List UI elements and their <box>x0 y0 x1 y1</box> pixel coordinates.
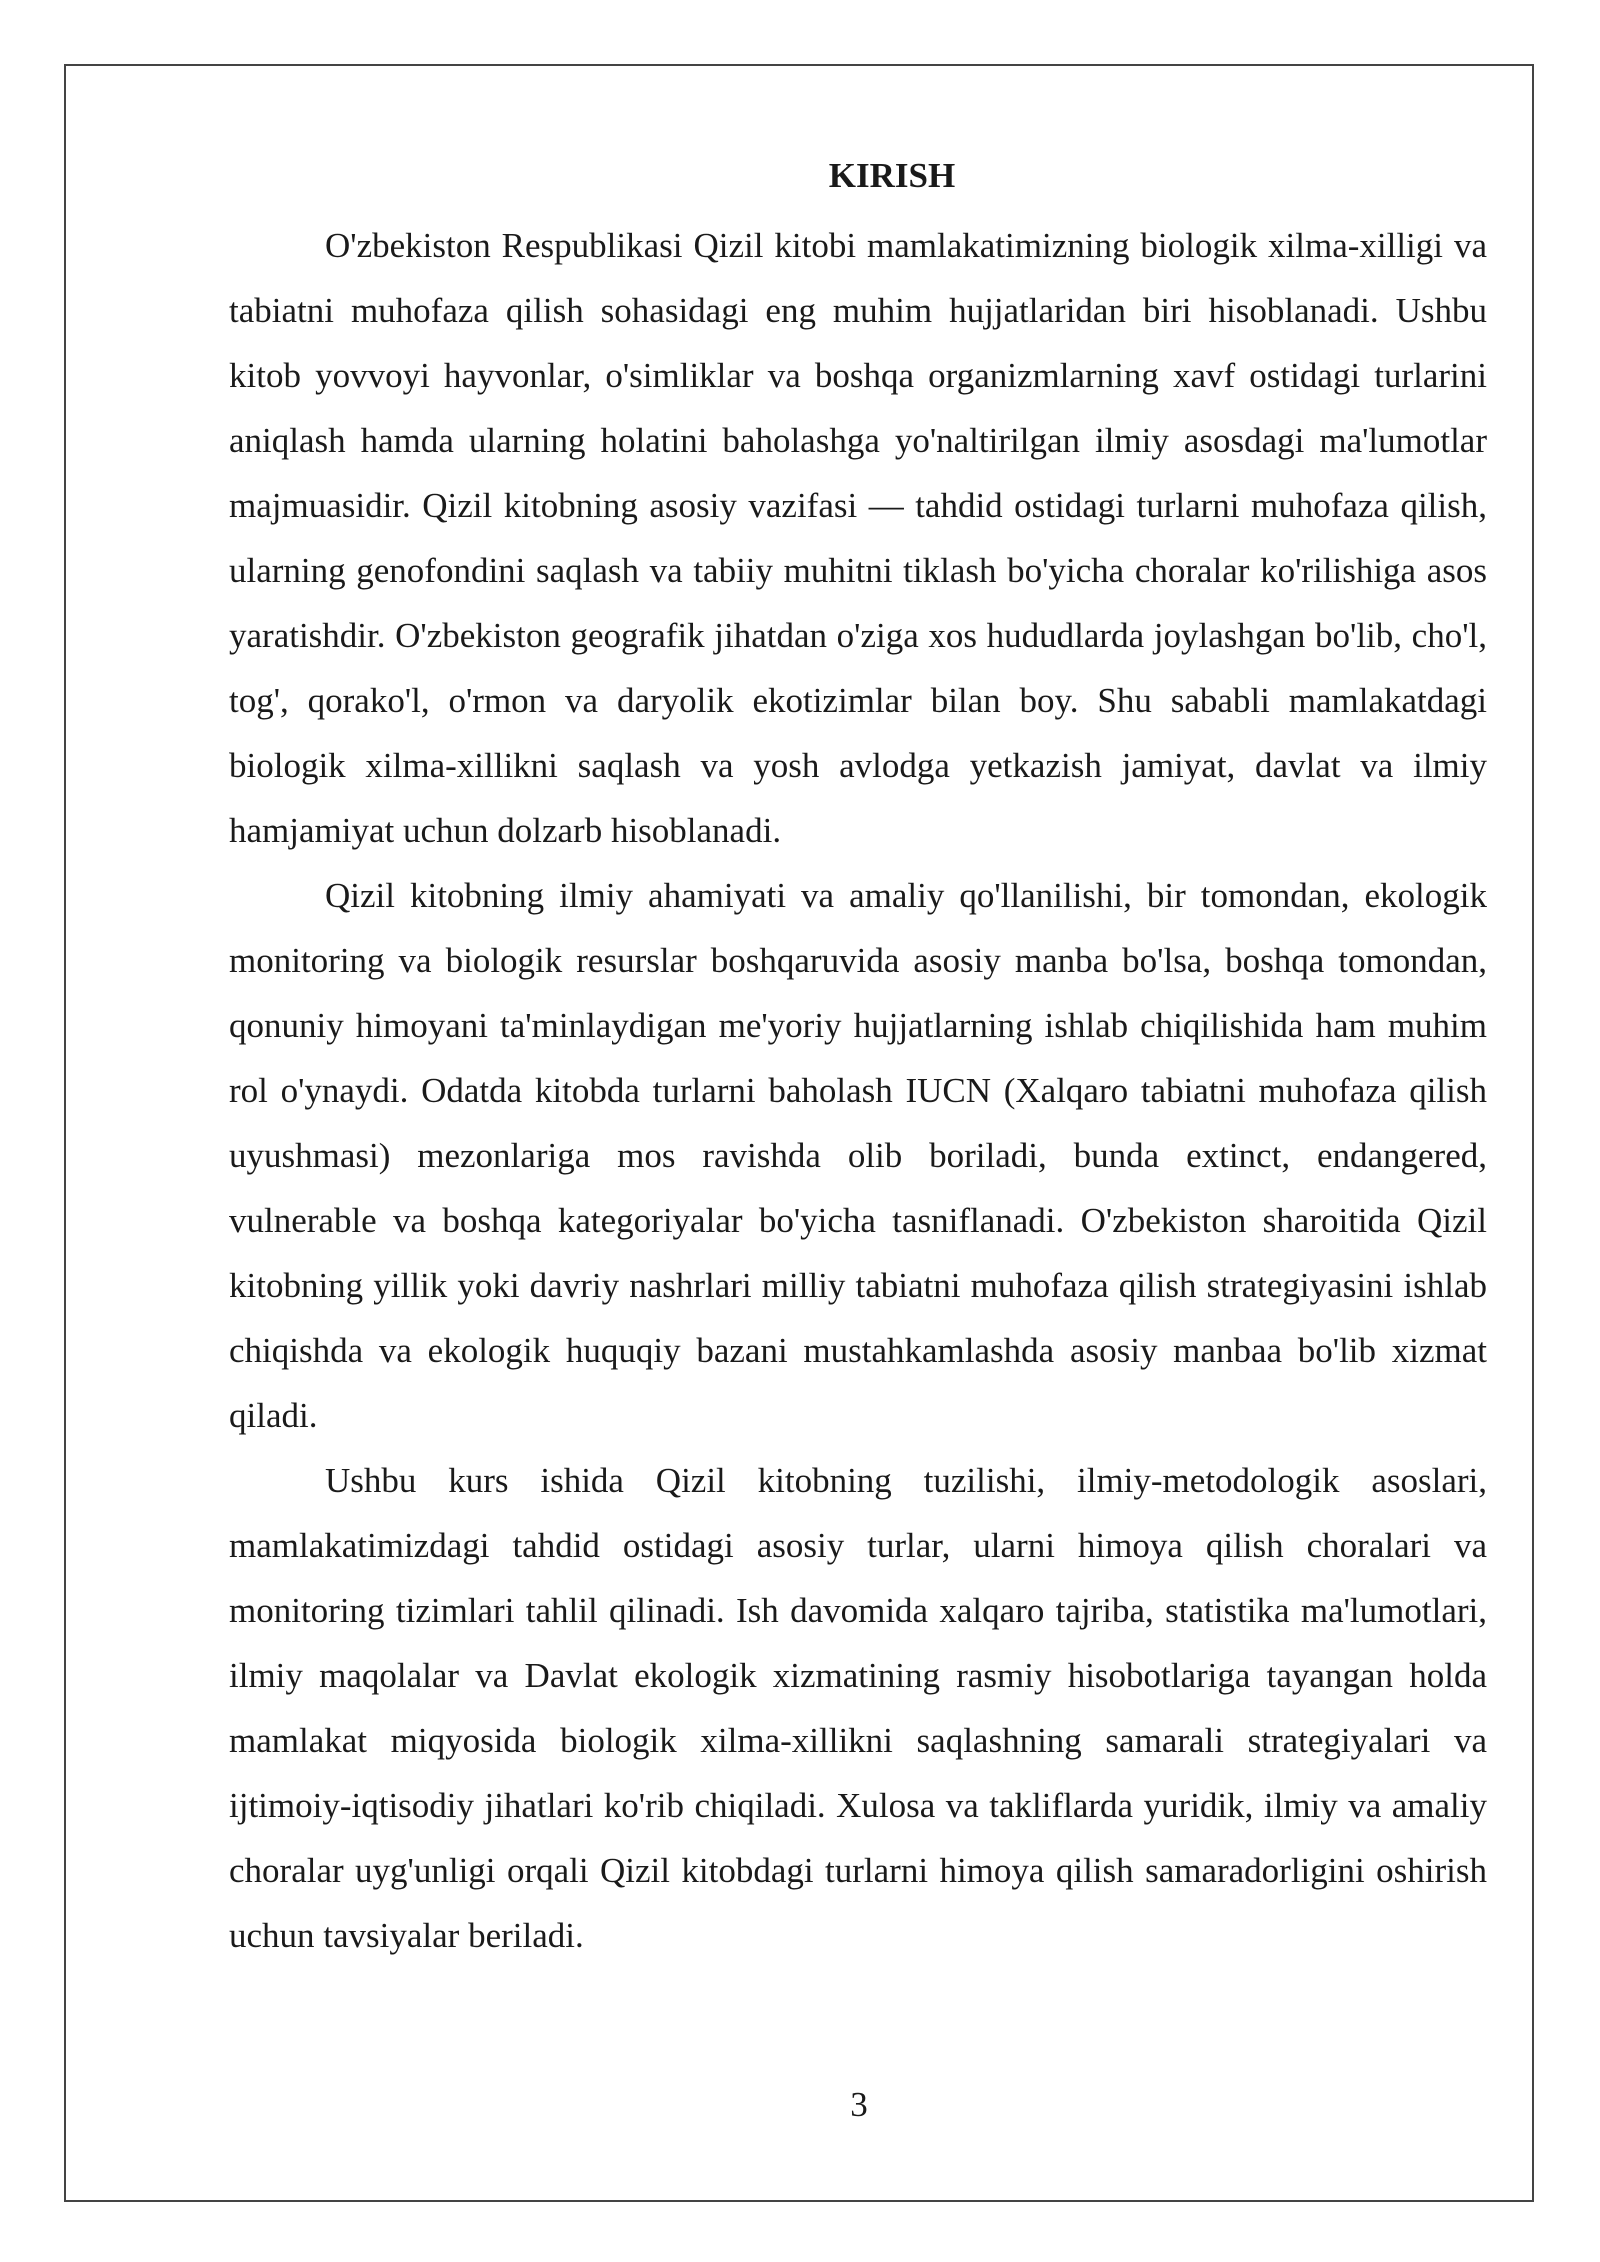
paragraph-scope: Ushbu kurs ishida Qizil kitobning tuzilishi, ilmiy-metodologik asoslari, mamlakatimizdagi tahdid ostidagi asosiy turlar, ularni himoya qilish choralari va monitoring tizimlari tahlil qilinadi. Ish davomida xalqaro tajriba, statistika ma'lumotlari, ilmiy maqolalar va Davlat ekologik xizmatining rasmiy hisobotlariga tayangan holda mamlakat miqyosida biologik xilma-xillikni saqlashning samarali strategiyalari va ijtimoiy-iqtisodiy jihatlari ko'rib chiqiladi. Xulosa va takliflarda yuridik, ilmiy va amaliy choralar uyg'unligi orqali Qizil kitobdagi turlarni himoya qilish samaradorligini oshirish uchun tavsiyalar beriladi. <box>229 1461 1487 1955</box>
paragraph-intro: O'zbekiston Respublikasi Qizil kitobi mamlakatimizning biologik xilma-xilligi va tabiatni muhofaza qilish sohasidagi eng muhim hujjatlaridan biri hisoblanadi. Ushbu kitob yovvoyi hayvonlar, o'simliklar va boshqa organizmlarning xavf ostidagi turlarini aniqlash hamda ularning holatini baholashga yo'naltirilgan ilmiy asosdagi ma'lumotlar majmuasidir. Qizil kitobning asosiy vazifasi — tahdid ostidagi turlarni muhofaza qilish, ularning genofondini saqlash va tabiiy muhitni tiklash bo'yicha choralar ko'rilishiga asos yaratishdir. O'zbekiston geografik jihatdan o'ziga xos hududlarda joylashgan bo'lib, cho'l, tog', qorako'l, o'rmon va daryolik ekotizimlar bilan boy. Shu sababli mamlakatdagi biologik xilma-xillikni saqlash va yosh avlodga yetkazish jamiyat, davlat va ilmiy hamjamiyat uchun dolzarb hisoblanadi. <box>229 226 1487 850</box>
section-heading: KIRISH <box>828 156 956 195</box>
document-body <box>229 148 1487 1968</box>
paragraph-significance: Qizil kitobning ilmiy ahamiyati va amaliy qo'llanilishi, bir tomondan, ekologik monitoring va biologik resurslar boshqaruvida asosiy manba bo'lsa, boshqa tomondan, qonuniy himoyani ta'minlaydigan me'yoriy hujjatlarning ishlab chiqilishida ham muhim rol o'ynaydi. Odatda kitobda turlarni baholash IUCN (Xalqaro tabiatni muhofaza qilish uyushmasi) mezonlariga mos ravishda olib boriladi, bunda extinct, endangered, vulnerable va boshqa kategoriyalar bo'yicha tasniflanadi. O'zbekiston sharoitida Qizil kitobning yillik yoki davriy nashrlari milliy tabiatni muhofaza qilish strategiyasini ishlab chiqishda va ekologik huquqiy bazani mustahkamlashda asosiy manbaa bo'lib xizmat qiladi. <box>229 876 1487 1435</box>
page-number: 3 <box>850 2085 868 2124</box>
